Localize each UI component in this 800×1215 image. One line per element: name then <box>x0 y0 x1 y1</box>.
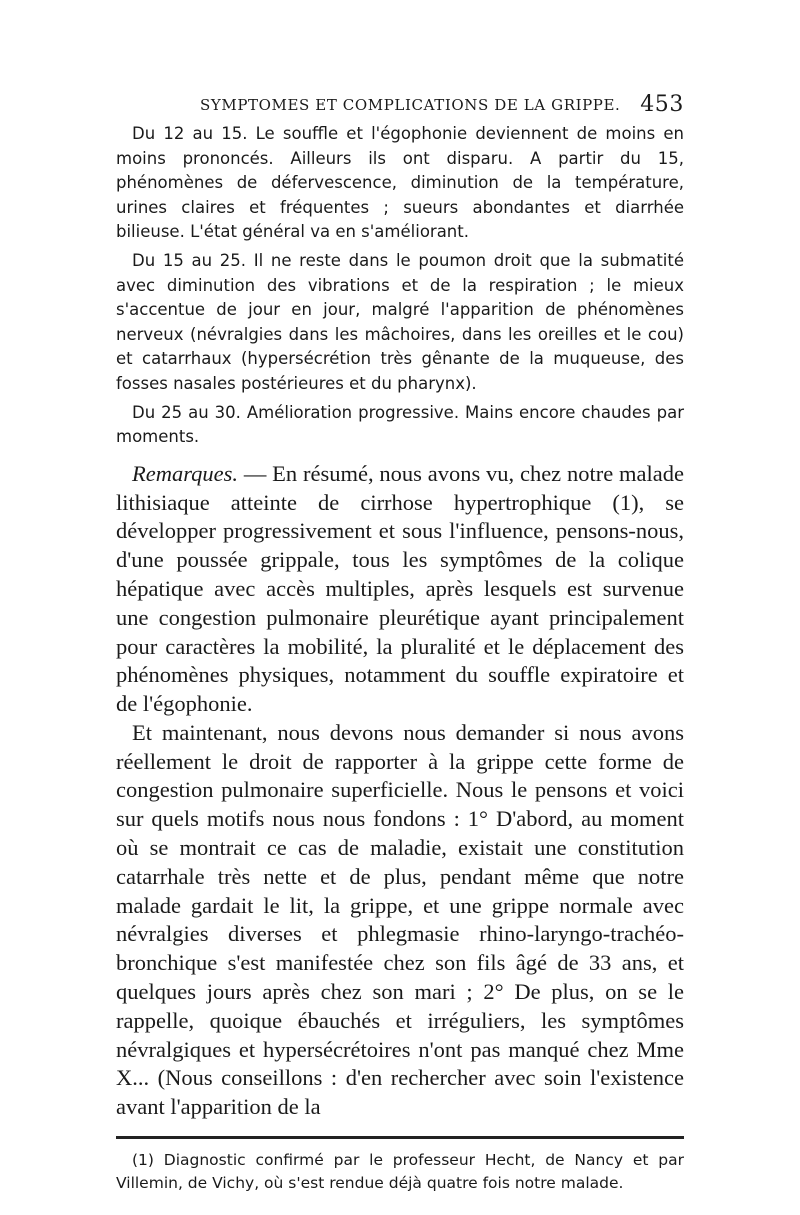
case-note-12-15: Du 12 au 15. Le souffle et l'égophonie deviennent de moins en moins prononcés. Ailleurs ils ont disparu. A partir du 15, phénomènes de défervescence, diminution de la température, urines claires et fréquentes ; sueurs abondantes et diarrhée bilieuse. L'état général va en s'améliorant. <box>116 124 684 242</box>
remarks-label: Remarques. <box>132 460 239 486</box>
footnote-rule <box>116 1136 684 1139</box>
case-note-25-30: Du 25 au 30. Amélioration progressive. Mains encore chaudes par moments. <box>116 402 684 447</box>
running-title: SYMPTOMES ET COMPLICATIONS DE LA GRIPPE. <box>200 96 621 114</box>
case-note-15-25: Du 15 au 25. Il ne reste dans le poumon droit que la submatité avec diminution des vibrations et de la respiration ; le mieux s'accentue de jour en jour, malgré l'apparition de phénomènes nerveux (névralgies dans les mâchoires, dans les oreilles et le cou) et catarrhaux (hypersécrétion très gênante de la muqueuse, des fosses nasales postérieures et du pharynx). <box>116 250 684 393</box>
remarks-paragraph <box>116 460 684 719</box>
book-page <box>116 92 684 1211</box>
running-head <box>116 92 684 122</box>
page-number: 453 <box>640 92 684 117</box>
discussion-paragraph: Et maintenant, nous devons nous demander si nous avons réellement le droit de rapporter à la grippe cette forme de congestion pulmonaire superficielle. Nous le pensons et voici sur quels motifs nous nous fondons : 1° D'abord, au moment où se montrait ce cas de maladie, existait une constitution catarrhale très nette et de plus, pendant même que notre malade gardait le lit, la grippe, et une grippe normale avec névralgies diverses et phlegmasie rhino-laryngo-trachéo-bronchique s'est manifestée chez son fils âgé de 33 ans, et quelques jours après chez son mari ; 2° De plus, on se le rappelle, quoique ébauchés et irréguliers, les symptômes névralgiques et hypersécrétoires n'ont pas manqué chez Mme X... (Nous conseillons : d'en rechercher avec soin l'existence avant l'apparition de la <box>116 719 684 1120</box>
footnote: (1) Diagnostic confirmé par le professeur Hecht, de Nancy et par Villemin, de Vichy, où s'est rendue déjà quatre fois notre malade. <box>116 1151 684 1193</box>
remarks-text: — En résumé, nous avons vu, chez notre malade lithisiaque atteinte de cirrhose hypertrophique (1), se développer progressivement et sous l'influence, pensons-nous, d'une poussée grippale, tous les symptômes de la colique hépatique avec accès multiples, après lesquels est survenue une congestion pulmonaire pleurétique ayant principalement pour caractères la mobilité, la pluralité et le déplacement des phénomènes physiques, notamment du souffle expiratoire et de l'égophonie. <box>116 460 684 717</box>
